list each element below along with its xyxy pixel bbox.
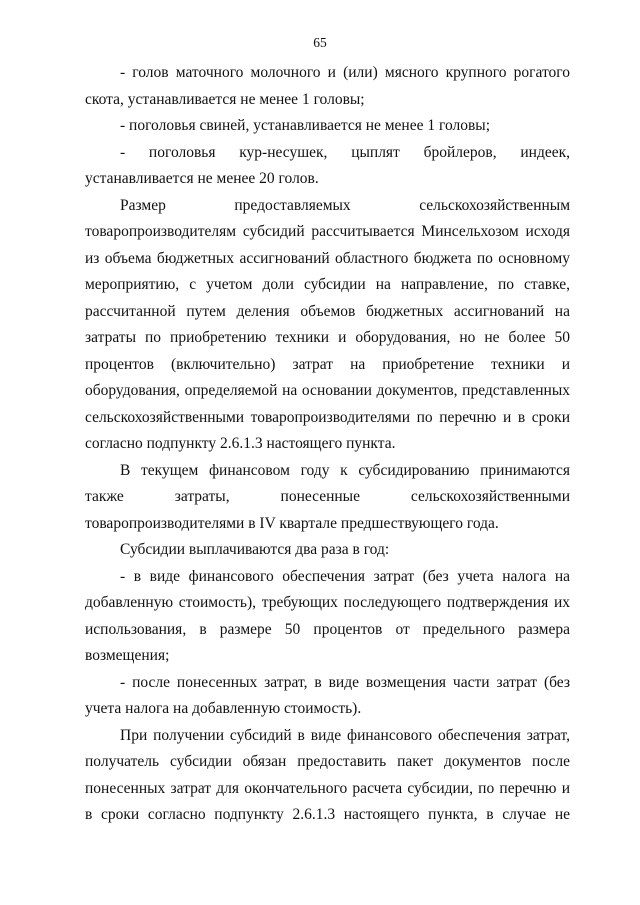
paragraph-cattle: - голов маточного молочного и (или) мясного крупного рогатого скота, устанавливается не менее 1 головы;: [85, 64, 570, 108]
paragraph-reimbursement: - после понесенных затрат, в виде возмещения части затрат (без учета налога на добавленную стоимость).: [85, 673, 570, 717]
paragraph-payment-schedule: Субсидии выплачиваются два раза в год:: [120, 541, 390, 558]
page-number: 65: [313, 35, 327, 50]
paragraph-financial-support: - в виде финансового обеспечения затрат (без учета налога на добавленную стоимость), требующих последующего подтверждения их использования, в размере 50 процентов от предельного размера возмещения;: [85, 567, 570, 664]
paragraph-current-year: В текущем финансовом году к субсидированию принимаются также затраты, понесенные сельскохозяйственными товаропроизводителями в IV квартале предшествующего года.: [85, 461, 570, 532]
paragraph-subsidy-size: Размер предоставляемых сельскохозяйственным товаропроизводителям субсидий рассчитывается Минсельхозом исходя из объема бюджетных ассигнований областного бюджета по основному мероприятию, с учетом доли субсидии на направление, по ставке, рассчитанной путем деления объемов бюджетных ассигнований на затраты по приобретению техники и оборудования, но не более 50 процентов (включительно) затрат на приобретение техники и оборудования, определяемой на основании документов, представленных сельскохозяйственными товаропроизводителями по перечню и в сроки согласно подпункту 2.6.1.3 настоящего пункта.: [85, 196, 570, 452]
document-body: [85, 60, 570, 829]
paragraph-obligations: При получении субсидий в виде финансового обеспечения затрат, получатель субсидии обязан предоставить пакет документов после понесенных затрат для окончательного расчета субсидии, по перечню и в сроки согласно подпункту 2.6.1.3 настоящего пункта, в случае не: [85, 726, 570, 823]
paragraph-pigs: - поголовья свиней, устанавливается не менее 1 головы;: [120, 117, 491, 134]
paragraph-poultry: - поголовья кур-несушек, цыплят бройлеров, индеек, устанавливается не менее 20 голов.: [85, 143, 570, 187]
